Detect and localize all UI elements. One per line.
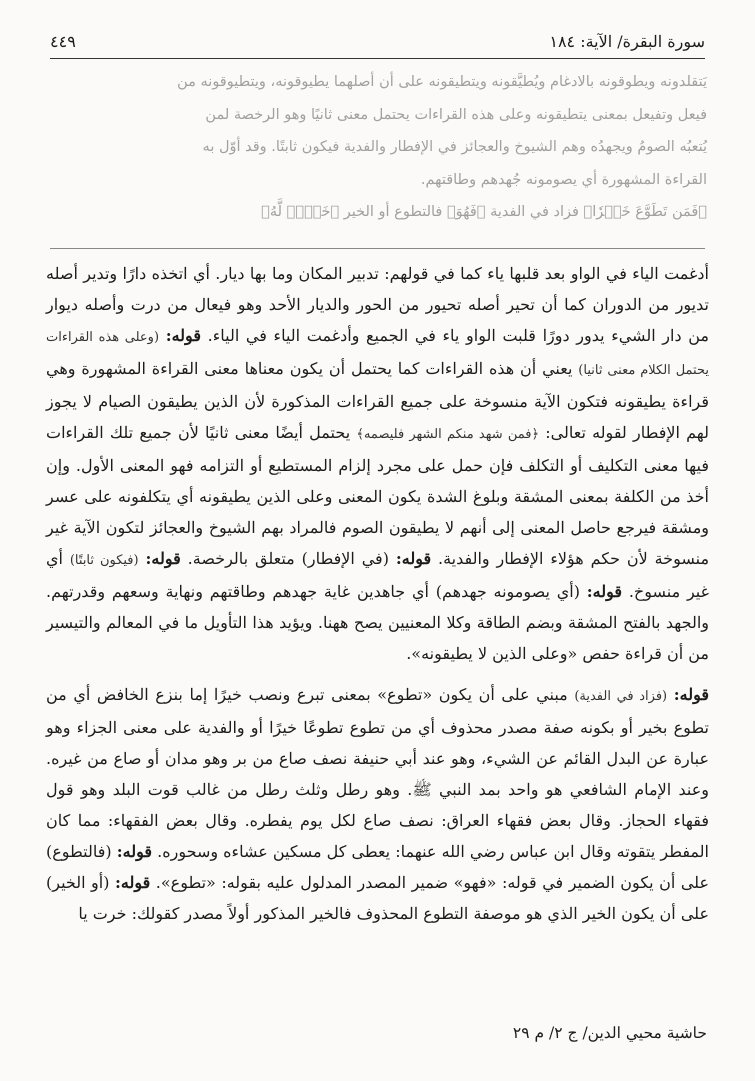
- quoted-phrase: (فيكون ثابتًا): [69, 553, 139, 568]
- text-span: يحتمل أيضًا معنى ثانيًا لأن جميع تلك القراءات فيها معنى التكليف أو التكلف فإن حمل على مجرد إلزام المستطيع أو التزامه فهو المعنى الأول. وإن أخذ من الكلفة بمعنى المشقة وبلوغ الشدة يكون المعنى وعلى الذين يطيقونه أي يتكلفونه على عسر ومشقة فيرجع حاصل المعنى إلى أنهم لا يطيقون الصوم فالمراد بهم الشيوخ والعجائز لتكون الآية غير منسوخة لأن حكم هؤلاء الإفطار والفدية.: [46, 423, 710, 568]
- paragraph: [46, 258, 709, 669]
- signature-footer: حاشية محيي الدين/ ج ٢/ م ٢٩: [512, 1024, 707, 1042]
- faint-text-block: [50, 66, 707, 229]
- paragraph: [46, 679, 709, 929]
- faint-line: القراءة المشهورة أي يصومونه جُهدهم وطاقتهم.: [420, 171, 707, 188]
- running-header: [50, 26, 705, 56]
- text-span: أدغمت الياء في الواو بعد قلبها ياء كما في قولهم: تدبير المكان وما بها ديار. أي اتخذه دارًا وتدير أصله تديور من الدوران كما أن تحير أصله تحيور من الحور والديار الأحد وهو فيعال من درت وأصله ديوار من دار الشيء يدور دورًا قلبت الواو ياء في الجميع وأدغمت الياء في الياء.: [46, 264, 709, 345]
- keyword-qawluh: قوله:: [145, 549, 181, 568]
- main-text: [46, 258, 709, 929]
- faint-line: يُتعبُه الصومُ ويجهدُه وهم الشيوخ والعجائز في الإفطار والفدية فيكون ثابتًا. وقد أوّل به: [202, 139, 707, 155]
- text-span: (أي يصومونه جهدهم) أي جاهدين غاية جهدهم وطاقتهم ونهاية وسعهم وقدرتهم. والجهد بالفتح المشقة وبضم الطاقة وكلا المعنيين يصح ههنا. ويؤيد هذا التأويل ما في المعالم والتيسير من أن قراءة حفص «وعلى الذين لا يطيقونه».: [46, 582, 710, 663]
- keyword-qawluh: قوله:: [116, 842, 153, 861]
- text-span: (في الإفطار) متعلق بالرخصة.: [187, 549, 389, 568]
- header-divider: [50, 58, 705, 59]
- text-span: مبني على أن يكون «تطوع» بمعنى تبرع ونصب خيرًا إما بنزع الخافض أي من تطوع بخير أو بكونه صفة مصدر محذوف أي من تطوع تطوعًا خيرًا أو والفدية على معنى الجزاء وهو عبارة عن البدل القائم عن الشيء، وهو عند أبي حنيفة نصف صاع من بر وهو مدان أو صاع من غيره. وعند الإمام الشافعي هو واحد بمد النبي ﷺ. وهو رطل وثلث رطل من غالب قوت البلد وهو قول فقهاء الحجاز. وقال بعض فقهاء العراق: نصف صاع لكل يوم يفطره. وقال بعض الفقهاء: مما كان المفطر يتقوته وقال ابن عباس رضي الله عنهما: يعطى كل مسكين عشاءه وسحوره.: [46, 685, 710, 861]
- keyword-qawluh: قوله:: [165, 326, 201, 345]
- text-span: أي غير منسوخ.: [46, 549, 710, 601]
- quoted-phrase: (وعلى هذه القراءات يحتمل الكلام معنى ثانيا): [46, 330, 709, 378]
- text-span: (فالتطوع) على أن يكون الضمير في قوله: «فهو» ضمير المصدر المدلول عليه بقوله: «تطوع».: [46, 842, 709, 892]
- text-span: يعني أن هذه القراءات كما يحتمل أن يكون معناها معنى القراءة المشهورة وهي قراءة يطيقونه فتكون الآية منسوخة على جميع القراءات المذكورة لأن الذين يطيقون الصيام لا يجوز لهم الإفطار لقوله تعالى:: [46, 359, 709, 442]
- keyword-qawluh: قوله:: [395, 549, 432, 568]
- faint-line: ﴿فَمَن تَطَوَّعَ خَيۡرٗا﴾ فزاد في الفدية ﴿فَهُوَ﴾ فالتطوع أو الخير ﴿خَيۡرٞ لَّهُ﴾: [261, 204, 707, 220]
- keyword-qawluh: قوله:: [586, 582, 623, 601]
- text-span: (أو الخير) على أن يكون الخير الذي هو موصفة التطوع المحذوف فالخير المذكور أولاً مصدر كقولك: خرت يا: [46, 873, 709, 923]
- keyword-qawluh: قوله:: [673, 685, 709, 704]
- quran-quote: ﴿فمن شهد منكم الشهر فليصمه﴾: [356, 427, 540, 442]
- quoted-phrase: (فزاد في الفدية): [574, 689, 668, 704]
- keyword-qawluh: قوله:: [114, 873, 151, 892]
- header-title: سورة البقرة/ الآية: ١٨٤: [549, 31, 705, 51]
- faint-line: يَتقلدونه ويطوقونه بالادغام ويُطيَّقونه ويتطيقونه على أن أصلهما يطيوقونه، ويتطيوقونه من: [177, 74, 707, 90]
- section-divider: [50, 248, 705, 249]
- faint-line: فيعل وتفيعل بمعنى يتطيقونه وعلى هذه القراءات يحتمل معنى ثانيًا وهو الرخصة لمن: [205, 106, 707, 123]
- page-number: ٤٤٩: [50, 31, 76, 51]
